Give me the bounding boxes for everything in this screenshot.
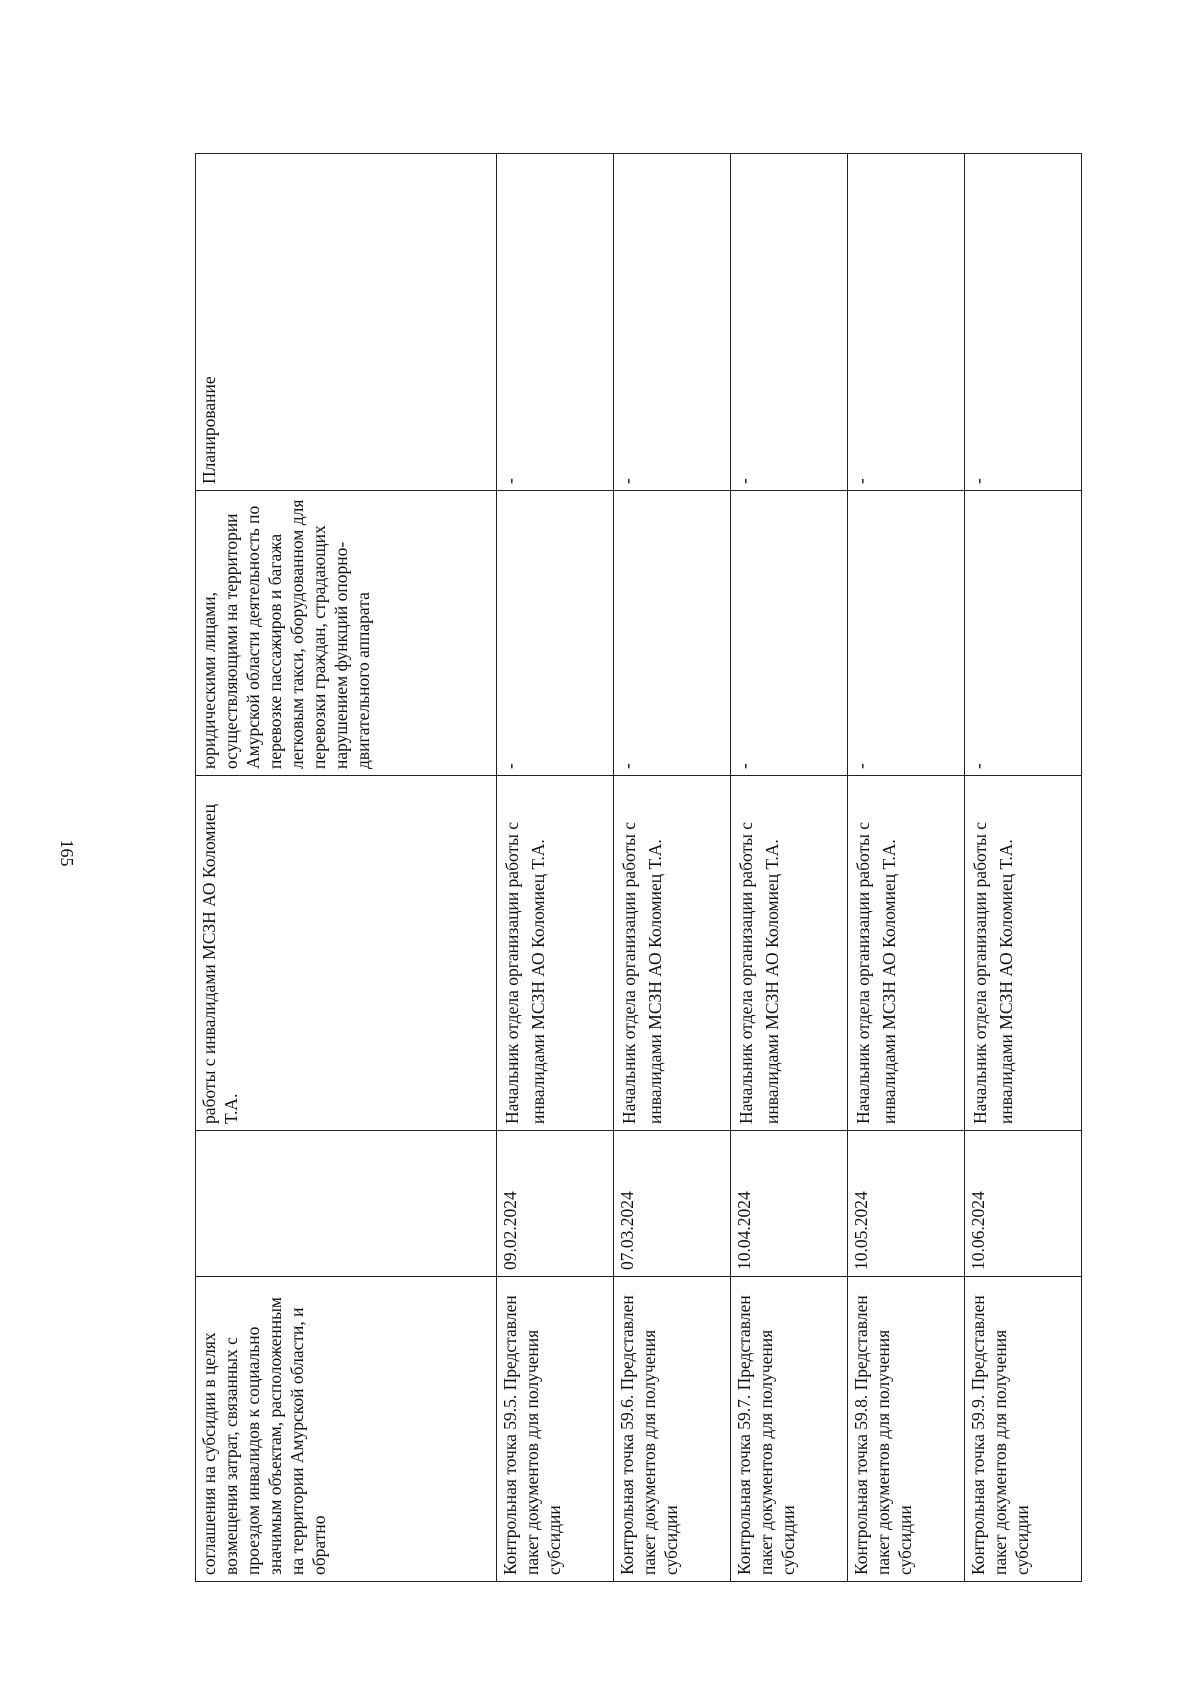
- event-name-cell: Контрольная точка 59.9. Представлен пакет документов для получения субсидии: [965, 1277, 1082, 1582]
- responsible-cell: Начальник отдела организации работы с инвалидами МСЗН АО Коломиец Т.А.: [731, 776, 848, 1131]
- event-name-cell: Контрольная точка 59.6. Представлен пакет документов для получения субсидии: [614, 1277, 731, 1582]
- document-cell: юридическими лицами, осуществляющими на территории Амурской области деятельность по перевозке пассажиров и багажа легковым такси, оборудованном для перевозки граждан, страдающих нарушением функций опорно-двигательного аппарата: [196, 491, 497, 776]
- planning-cell: Планирование: [196, 154, 497, 491]
- document-cell: -: [614, 491, 731, 776]
- table-row: [196, 154, 497, 1582]
- page-number: 165: [57, 839, 77, 867]
- planning-cell: -: [731, 154, 848, 491]
- date-cell: 10.04.2024: [731, 1131, 848, 1277]
- date-cell: 10.06.2024: [965, 1131, 1082, 1277]
- table-row: [614, 154, 731, 1582]
- table-row: [731, 154, 848, 1582]
- document-cell: -: [848, 491, 965, 776]
- planning-cell: -: [965, 154, 1082, 491]
- planning-cell: -: [497, 154, 614, 491]
- planning-cell: -: [614, 154, 731, 491]
- responsible-cell: работы с инвалидами МСЗН АО Коломиец Т.А.: [196, 776, 497, 1131]
- event-name-cell: Контрольная точка 59.5. Представлен пакет документов для получения субсидии: [497, 1277, 614, 1582]
- responsible-cell: Начальник отдела организации работы с инвалидами МСЗН АО Коломиец Т.А.: [614, 776, 731, 1131]
- document-cell: -: [965, 491, 1082, 776]
- document-cell: -: [731, 491, 848, 776]
- responsible-cell: Начальник отдела организации работы с инвалидами МСЗН АО Коломиец Т.А.: [497, 776, 614, 1131]
- responsible-cell: Начальник отдела организации работы с инвалидами МСЗН АО Коломиец Т.А.: [848, 776, 965, 1131]
- plan-table: [195, 153, 1082, 1582]
- date-cell: [196, 1131, 497, 1277]
- document-cell: -: [497, 491, 614, 776]
- table-row: [848, 154, 965, 1582]
- date-cell: 07.03.2024: [614, 1131, 731, 1277]
- table-row: [497, 154, 614, 1582]
- event-name-cell: Контрольная точка 59.7. Представлен пакет документов для получения субсидии: [731, 1277, 848, 1582]
- event-name-cell: Контрольная точка 59.8. Представлен пакет документов для получения субсидии: [848, 1277, 965, 1582]
- table-row: [965, 154, 1082, 1582]
- planning-cell: -: [848, 154, 965, 491]
- table-container: [195, 154, 1067, 1582]
- date-cell: 09.02.2024: [497, 1131, 614, 1277]
- responsible-cell: Начальник отдела организации работы с инвалидами МСЗН АО Коломиец Т.А.: [965, 776, 1082, 1131]
- event-name-cell: соглашения на субсидии в целях возмещения затрат, связанных с проездом инвалидов к социально значимым объектам, расположенным на территории Амурской области, и обратно: [196, 1277, 497, 1582]
- date-cell: 10.05.2024: [848, 1131, 965, 1277]
